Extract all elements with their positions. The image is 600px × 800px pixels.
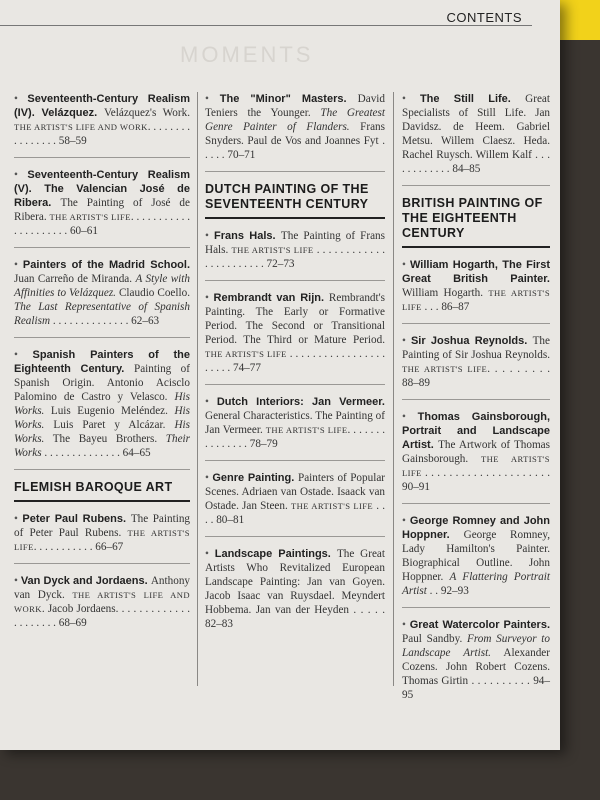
entry-title: Thomas Gainsborough, Portrait and Landscape Artist. xyxy=(402,411,551,451)
toc-entry xyxy=(14,574,190,639)
header-rule xyxy=(0,25,532,26)
bullet-icon: • xyxy=(14,169,28,181)
bullet-icon: • xyxy=(205,230,214,242)
entry-text: THE ARTIST'S LIFE AND WORK xyxy=(14,122,148,132)
entry-text: A Flattering Portrait Artist xyxy=(402,571,550,597)
toc-entry xyxy=(402,334,550,400)
bullet-icon: • xyxy=(14,93,28,105)
entry-text: . Jacob Jordaens. . . . . . . . . . . . . . . . . . . . . 68–69 xyxy=(14,603,190,629)
entry-text: Anthony van Dyck. xyxy=(14,575,190,601)
entry-text: The Great Artists Who Revitalized European Landscape Painting: Jan van Goyen. Jacob Isaac van Ruysdael. Meyndert Hobbema. Jan van der Heyden . . . . . 82–83 xyxy=(205,548,385,630)
toc-entry xyxy=(14,92,190,158)
toc-entry xyxy=(14,512,190,564)
entry-text: THE ARTIST'S LIFE xyxy=(14,528,190,552)
bullet-icon: • xyxy=(14,575,21,587)
entry-text: . . . . . . . . . . . . . . . . 58–59 xyxy=(14,121,191,147)
bullet-icon: • xyxy=(205,396,217,408)
contents-column-1 xyxy=(14,92,190,698)
entry-text: THE ARTIST'S LIFE xyxy=(402,454,550,478)
entry-text: . . . . . . . . . . . 66–67 xyxy=(33,541,124,553)
contents-column-3 xyxy=(402,92,551,701)
entry-text: The Painting of José de Ribera. xyxy=(14,197,190,223)
entry-text: General Characteristics. The Painting of Jan Vermeer. xyxy=(205,410,385,436)
entry-text: . . . . . . . . . 88–89 xyxy=(402,363,551,389)
entry-title: Dutch Interiors: Jan Vermeer. xyxy=(216,396,385,408)
bullet-icon: • xyxy=(402,619,410,631)
entry-title: Frans Hals. xyxy=(214,230,281,242)
toc-entry xyxy=(14,348,190,470)
entry-text: THE ARTIST'S LIFE xyxy=(402,288,550,312)
entry-title: Landscape Paintings. xyxy=(214,548,337,560)
entry-text: . . . . 80–81 xyxy=(205,500,385,526)
entry-title: Spanish Painters of the Eighteenth Century. xyxy=(14,349,191,375)
entry-text: Claudio Coello. xyxy=(115,287,190,299)
entry-text: Painting of Spanish Origin. Antonio Acisclo Palomino de Castro y Velasco. xyxy=(14,363,190,403)
toc-entry xyxy=(205,229,385,281)
entry-text: . . 92–93 xyxy=(426,585,469,597)
entry-text: The Greatest Genre Painter of Flanders. xyxy=(205,107,385,133)
toc-entry xyxy=(205,547,385,640)
entry-text: Rembrandt's Painting. The Early or Formative Period. The Second or Transitional Period. The Third or Mature Period. xyxy=(205,292,385,346)
bullet-icon: • xyxy=(205,472,213,484)
bullet-icon: • xyxy=(14,259,23,271)
entry-text: THE ARTIST'S LIFE xyxy=(205,349,287,359)
entry-title: Painters of the Madrid School. xyxy=(22,259,191,271)
column-divider xyxy=(197,92,198,686)
toc-entry xyxy=(402,92,550,186)
entry-text: Luis Eugenio Meléndez. xyxy=(44,405,175,417)
entry-text: His Works. xyxy=(14,391,190,417)
section-heading: BRITISH PAINTING OF THE EIGHTEENTH CENTURY xyxy=(402,196,550,248)
toc-entry xyxy=(402,410,550,504)
entry-text: THE ARTIST'S LIFE xyxy=(231,245,314,255)
entry-text: The Artwork of Thomas Gainsborough. xyxy=(402,439,551,465)
bullet-icon: • xyxy=(402,515,410,527)
entry-text: Paul Sandby. xyxy=(402,633,467,645)
toc-entry xyxy=(402,618,550,711)
entry-text: THE ARTIST'S LIFE AND WORK xyxy=(14,590,191,614)
toc-entry xyxy=(402,258,550,324)
entry-text: The Painting of Sir Joshua Reynolds. xyxy=(402,335,550,361)
entry-title: The "Minor" Masters. xyxy=(219,93,358,105)
section-heading: FLEMISH BAROQUE ART xyxy=(14,480,190,502)
entry-text: . . . . . . . . . . . . . . . . . . . . . . 74–77 xyxy=(205,348,386,374)
entry-title: Peter Paul Rubens. xyxy=(22,513,131,525)
entry-text: Velázquez's Work. xyxy=(103,107,190,119)
entry-text: . . . . . . . . . . . . . . . . . . . . . . . 72–73 xyxy=(205,244,385,270)
bullet-icon: • xyxy=(205,93,220,105)
entry-title: Seventeenth-Century Realism (IV). Velázquez. xyxy=(14,93,190,119)
entry-text: . . . . . . . . . . . . . . 64–65 xyxy=(41,447,151,459)
entry-title: Sir Joshua Reynolds. xyxy=(410,335,533,347)
entry-text: THE ARTIST'S LIFE xyxy=(290,501,374,511)
entry-title: Genre Painting. xyxy=(212,472,298,484)
toc-entry xyxy=(205,395,385,461)
entry-text: THE ARTIST'S LIFE xyxy=(265,425,348,435)
entry-title: William Hogarth, The First Great British Painter. xyxy=(402,259,550,285)
running-head: CONTENTS xyxy=(446,10,522,25)
section-heading: DUTCH PAINTING OF THE SEVENTEENTH CENTURY xyxy=(205,182,385,219)
entry-text: The Last Representative of Spanish Realism xyxy=(14,301,190,327)
entry-text: From Surveyor to Landscape Artist. xyxy=(402,633,550,659)
entry-text: A Style with Affinities to Velázquez. xyxy=(14,273,190,299)
bullet-icon: • xyxy=(14,513,23,525)
entry-text: . . . . . . . . . . . . . . . . . . . . . 60–61 xyxy=(14,211,190,237)
entry-text: Juan Carreño de Miranda. xyxy=(14,273,136,285)
entry-text: His Works. xyxy=(14,419,190,445)
entry-title: Van Dyck and Jordaens. xyxy=(20,575,151,587)
entry-text: THE ARTIST'S LIFE xyxy=(49,212,131,222)
entry-text: Luis Paret y Alcázar. xyxy=(44,419,175,431)
bullet-icon: • xyxy=(402,93,420,105)
column-divider xyxy=(393,92,394,686)
toc-entry xyxy=(14,168,190,248)
entry-text: Frans Snyders. Paul de Vos and Joannes Fyt . . . . . 70–71 xyxy=(205,121,385,161)
entry-text: THE ARTIST'S LIFE xyxy=(402,364,488,374)
contents-column-2 xyxy=(205,92,385,698)
entry-title: Rembrandt van Rijn. xyxy=(213,292,329,304)
entry-text: . . . . . . . . . . . . . . . 78–79 xyxy=(205,424,386,450)
bullet-icon: • xyxy=(402,335,411,347)
toc-entry xyxy=(205,291,385,385)
entry-text: . . . 86–87 xyxy=(421,301,470,313)
bullet-icon: • xyxy=(205,548,215,560)
entry-text: The Bayeu Brothers. xyxy=(44,433,166,445)
bullet-icon: • xyxy=(402,411,418,423)
entry-text: . . . . . . . . . . . . . . 62–63 xyxy=(50,315,160,327)
toc-entry xyxy=(205,471,385,537)
entry-text: Painters of Popular Scenes. Adriaen van Ostade. Isaack van Ostade. Jan Steen. xyxy=(205,472,386,512)
bullet-icon: • xyxy=(14,349,33,361)
entry-title: Seventeenth-Century Realism (V). The Valencian José de Ribera. xyxy=(14,169,190,209)
entry-title: George Romney and John Hoppner. xyxy=(402,515,550,541)
bullet-icon: • xyxy=(205,292,214,304)
toc-entry xyxy=(205,92,385,172)
entry-text: George Romney, Lady Hamilton's Painter. Biographical Outline. John Hoppner. xyxy=(402,529,550,583)
entry-title: The Still Life. xyxy=(419,93,526,105)
entry-title: Great Watercolor Painters. xyxy=(409,619,551,631)
faint-show-through-title: MOMENTS xyxy=(180,42,314,67)
entry-text: The Painting of Frans Hals. xyxy=(205,230,386,256)
entry-text: . . . . . . . . . . . . . . . . . . . . . 90–91 xyxy=(402,467,550,493)
entry-text: Their Works xyxy=(14,433,190,459)
entry-text: The Painting of Peter Paul Rubens. xyxy=(14,513,191,539)
entry-text: William Hogarth. xyxy=(402,287,489,299)
entry-text: His Works. xyxy=(14,405,190,431)
entry-text: Great Specialists of Still Life. Jan Davidsz. de Heem. Gabriel Metsu. Willem Claesz. Heda. Rachel Ruysch. Willem Kalf . . . . . . . . . . . . 84–85 xyxy=(402,93,550,175)
entry-text: Alexander Cozens. John Robert Cozens. Thomas Girtin . . . . . . . . . . 94–95 xyxy=(402,647,550,701)
bullet-icon: • xyxy=(402,259,410,271)
toc-entry xyxy=(402,514,550,608)
entry-text: David Teniers the Younger. xyxy=(205,93,385,119)
toc-entry xyxy=(14,258,190,338)
